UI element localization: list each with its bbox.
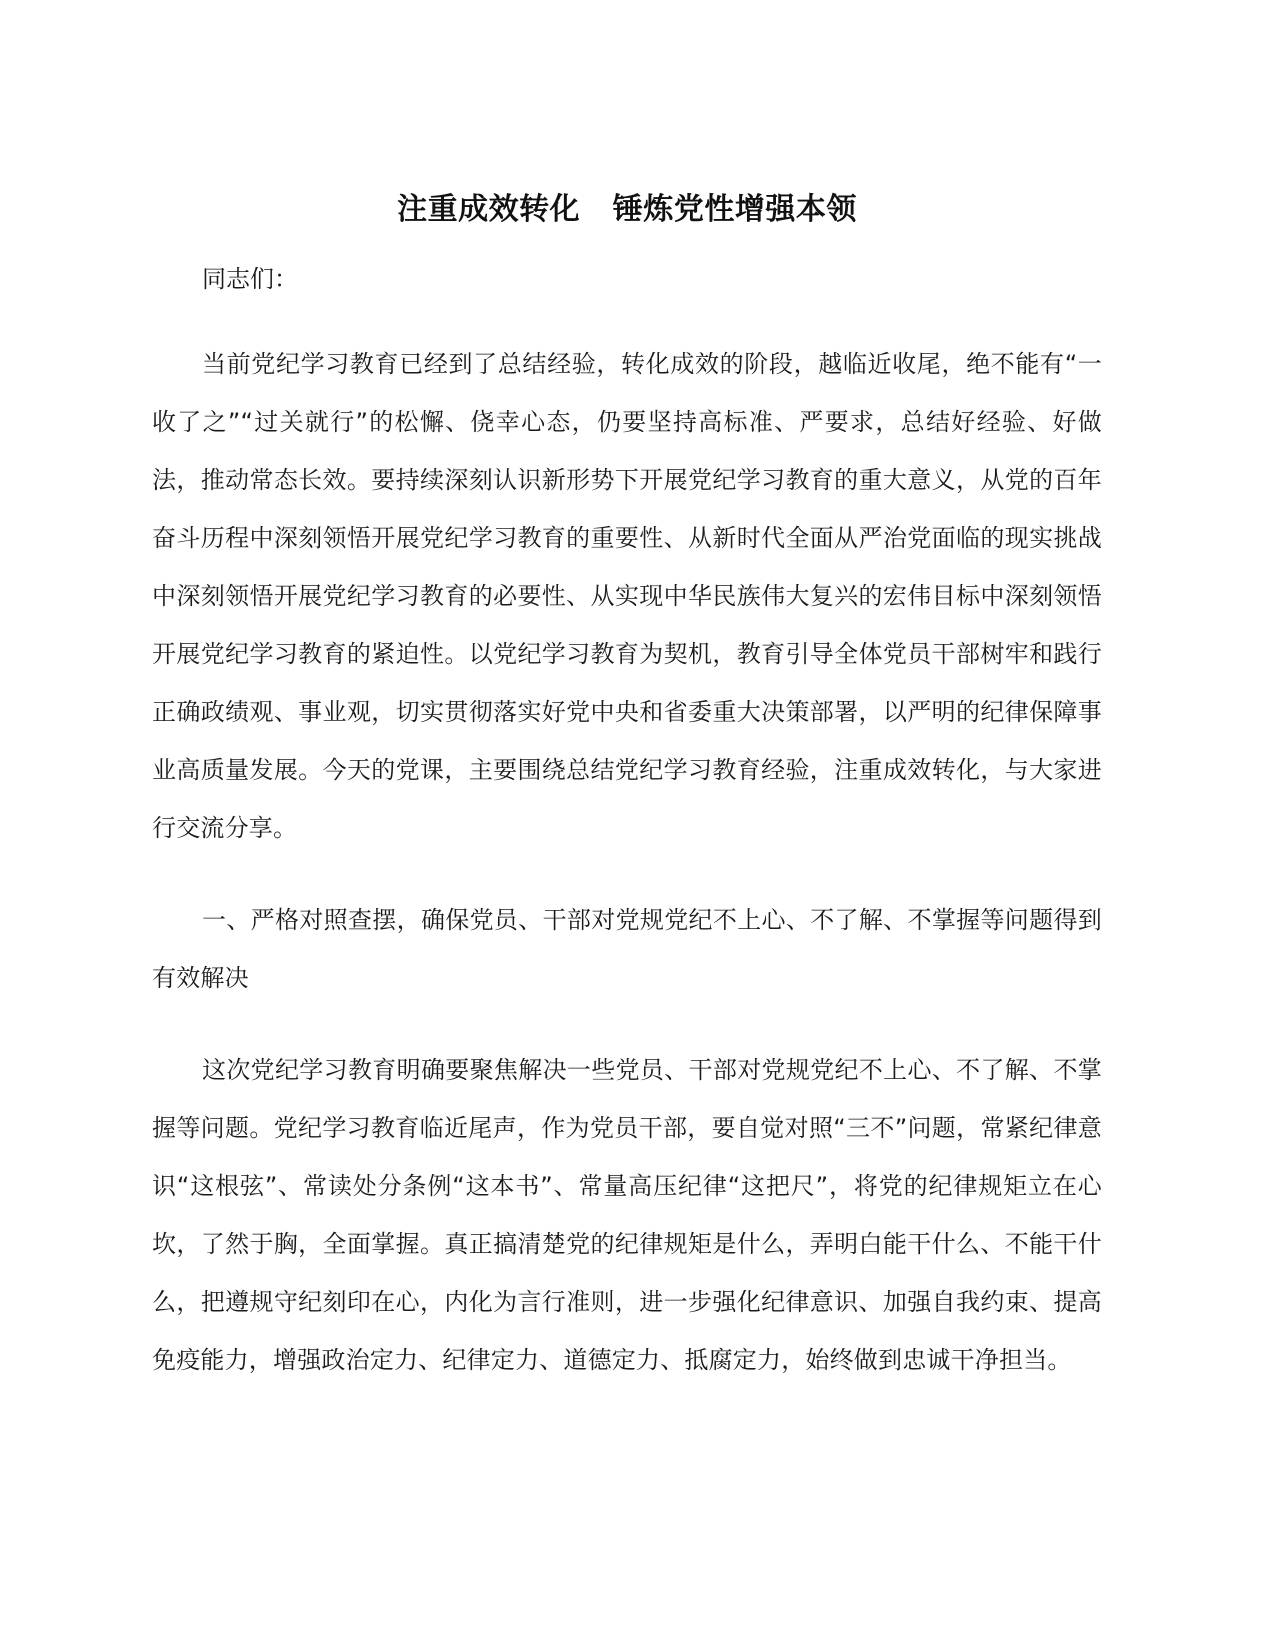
document-title: 注重成效转化 锤炼党性增强本领 (397, 192, 857, 227)
document-body (152, 188, 1102, 1389)
salutation: 同志们： (202, 265, 298, 293)
section-1-paragraph: 这次党纪学习教育明确要聚焦解决一些党员、干部对党规党纪不上心、不了解、不掌握等问题。党纪学习教育临近尾声，作为党员干部，要自觉对照“三不”问题，常紧纪律意识“这根弦”、常读处分条例“这本书”、常量高压纪律“这把尺”，将党的纪律规矩立在心坎，了然于胸，全面掌握。真正搞清楚党的纪律规矩是什么，弄明白能干什么、不能干什么，把遵规守纪刻印在心，内化为言行准则，进一步强化纪律意识、加强自我约束、提高免疫能力，增强政治定力、纪律定力、道德定力、抵腐定力，始终做到忠诚干净担当。 (152, 1056, 1102, 1374)
intro-paragraph: 当前党纪学习教育已经到了总结经验，转化成效的阶段，越临近收尾，绝不能有“一收了之”“过关就行”的松懈、侥幸心态，仍要坚持高标准、严要求，总结好经验、好做法，推动常态长效。要持续深刻认识新形势下开展党纪学习教育的重大意义，从党的百年奋斗历程中深刻领悟开展党纪学习教育的重要性、从新时代全面从严治党面临的现实挑战中深刻领悟开展党纪学习教育的必要性、从实现中华民族伟大复兴的宏伟目标中深刻领悟开展党纪学习教育的紧迫性。以党纪学习教育为契机，教育引导全体党员干部树牢和践行正确政绩观、事业观，切实贯彻落实好党中央和省委重大决策部署，以严明的纪律保障事业高质量发展。今天的党课，主要围绕总结党纪学习教育经验，注重成效转化，与大家进行交流分享。 (152, 350, 1102, 842)
section-heading-1: 一、严格对照查摆，确保党员、干部对党规党纪不上心、不了解、不掌握等问题得到有效解决 (152, 906, 1102, 992)
